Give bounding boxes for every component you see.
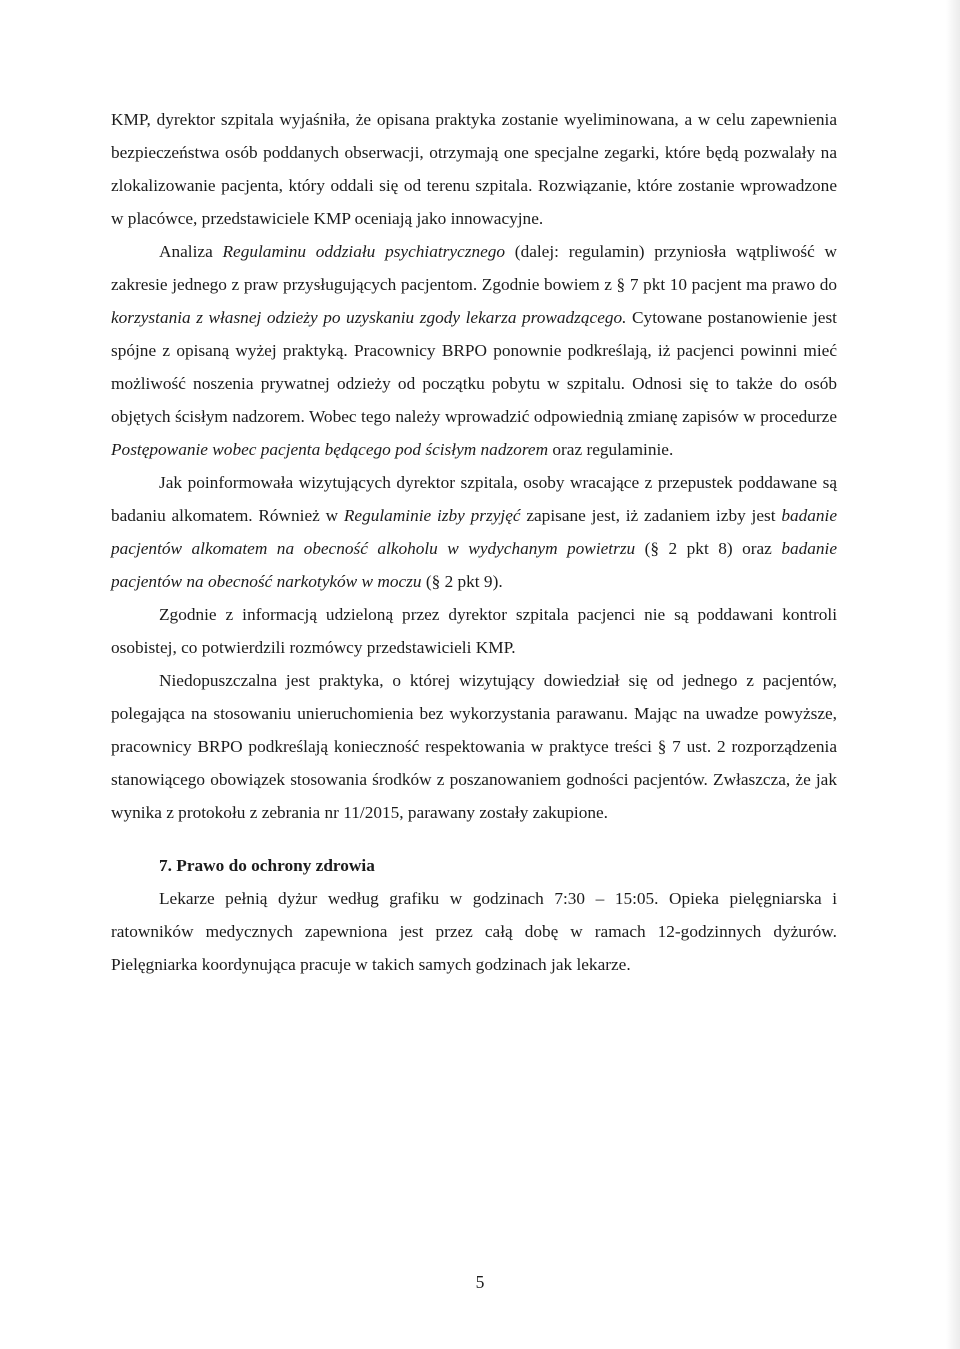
scan-edge-shadow	[946, 0, 960, 1349]
text-run: KMP, dyrektor szpitala wyjaśniła, że opisana praktyka zostanie wyeliminowana, a w celu zapewnienia bezpieczeństwa osób poddanych obserwacji, otrzymają one specjalne zegarki, które będą pozwalały na zlokalizowanie pacjenta, który oddali się od terenu szpitala. Rozwiązanie, które zostanie wprowadzone w placówce, przedstawiciele KMP oceniają jako innowacyjne.	[111, 110, 837, 228]
text-run: oraz regulaminie.	[548, 440, 674, 459]
text-run: (§ 2 pkt 8) oraz	[635, 539, 782, 558]
section-heading: 7. Prawo do ochrony zdrowia	[159, 856, 375, 875]
paragraph	[111, 598, 837, 664]
text-run: Analiza	[159, 242, 223, 261]
italic-citation: Regulaminu oddziału psychiatrycznego	[222, 242, 506, 261]
italic-citation: korzystania z własnej odzieży po uzyskaniu zgody lekarza prowadzącego.	[111, 308, 627, 327]
text-run: (dalej: regulamin) przyniosła wątpliwość w zakresie jednego z praw przysługujących pacjentom. Zgodnie bowiem z § 7 pkt 10 pacjent ma prawo do	[111, 242, 837, 294]
text-run: Niedopuszczalna jest praktyka, o której wizytujący dowiedział się od jednego z pacjentów, polegająca na stosowaniu unieruchomienia bez wykorzystania parawanu. Mając na uwadze powyższe, pracownicy BRPO podkreślają konieczność respektowania w praktyce treści § 7 ust. 2 rozporządzenia stanowiącego obowiązek stosowania środków z poszanowaniem godności pacjentów. Zwłaszcza, że jak wynika z protokołu z zebrania nr 11/2015, parawany zostały zakupione.	[111, 671, 837, 822]
text-run: Cytowane postanowienie jest spójne z opisaną wyżej praktyką. Pracownicy BRPO ponownie podkreślają, iż pacjenci powinni mieć możliwość noszenia prywatnej odzieży od początku pobytu w szpitalu. Odnosi się to także do osób objętych ścisłym nadzorem. Wobec tego należy wprowadzić odpowiednią zmianę zapisów w procedurze	[111, 308, 837, 426]
paragraph	[111, 466, 837, 598]
italic-citation: Postępowanie wobec pacjenta będącego pod ścisłym nadzorem	[111, 440, 549, 459]
body-text	[111, 103, 837, 829]
section-text	[111, 882, 837, 981]
page-number: 5	[475, 1272, 485, 1292]
text-run: (§ 2 pkt 9).	[421, 572, 503, 591]
paragraph	[111, 235, 837, 466]
paragraph	[111, 664, 837, 829]
paragraph	[111, 882, 837, 981]
text-run: Zgodnie z informacją udzieloną przez dyrektor szpitala pacjenci nie są poddawani kontroli osobistej, co potwierdzili rozmówcy przedstawicieli KMP.	[111, 605, 837, 657]
text-run: Jak poinformowała wizytujących dyrektor szpitala, osoby wracające z przepustek poddawane są badaniu alkomatem. Również w	[111, 473, 837, 525]
text-run: zapisane jest, iż zadaniem izby jest	[520, 506, 782, 525]
page-body	[111, 103, 837, 981]
paragraph	[111, 103, 837, 235]
italic-citation: badanie pacjentów na obecność narkotyków w moczu	[111, 539, 837, 591]
text-run: Lekarze pełnią dyżur według grafiku w godzinach 7:30 – 15:05. Opieka pielęgniarska i ratowników medycznych zapewniona jest przez całą dobę w ramach 12-godzinnych dyżurów. Pielęgniarka koordynująca pracuje w takich samych godzinach jak lekarze.	[111, 889, 837, 974]
italic-citation: Regulaminie izby przyjęć	[343, 506, 521, 525]
italic-citation: badanie pacjentów alkomatem na obecność alkoholu w wydychanym powietrzu	[111, 506, 837, 558]
